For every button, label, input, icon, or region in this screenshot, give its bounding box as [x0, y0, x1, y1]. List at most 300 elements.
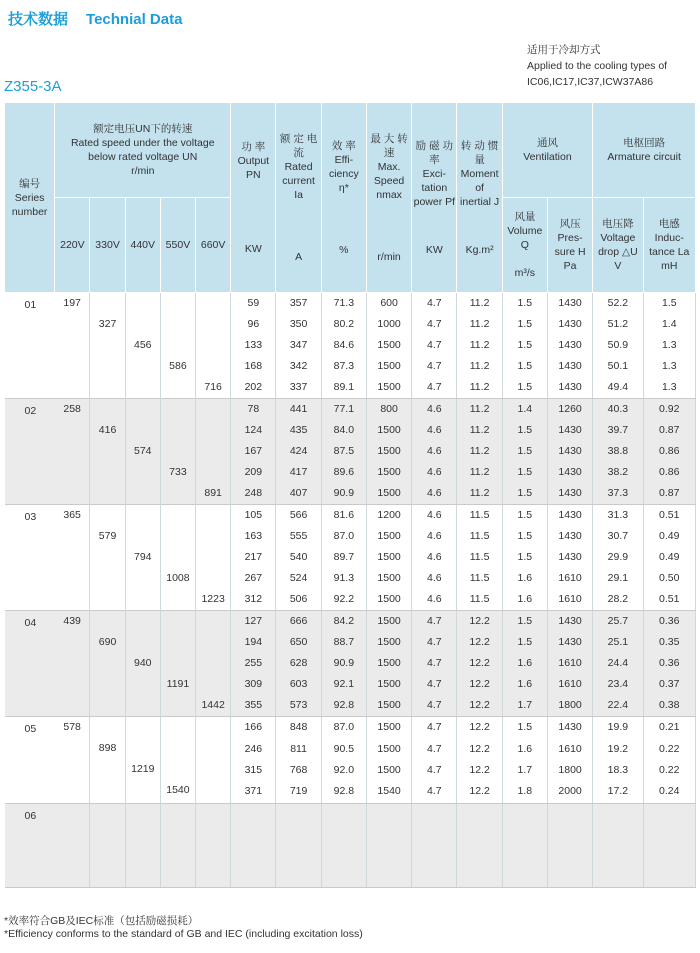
table-cell: 1.3 — [643, 377, 696, 399]
table-cell: 12.2 — [457, 760, 502, 781]
table-cell: 4.7 — [412, 674, 457, 695]
header-excitation: 励 磁 功 率 Exci-tation power Pf KW — [412, 103, 457, 293]
header-output: 功 率 Output PN KW — [231, 103, 276, 293]
table-cell: 0.35 — [643, 632, 696, 653]
table-cell: 1.5 — [502, 314, 547, 335]
table-cell: 0.36 — [643, 653, 696, 674]
table-cell: 133 — [231, 335, 276, 356]
table-cell: 87.0 — [321, 717, 366, 739]
table-cell: 78 — [231, 399, 276, 421]
rated-speed-cell — [160, 399, 195, 505]
spec-table — [4, 102, 696, 888]
table-cell: 1500 — [366, 695, 411, 717]
table-cell: 0.92 — [643, 399, 696, 421]
header-volume: 风量 Volume Q m³/s — [502, 198, 547, 293]
table-cell: 0.86 — [643, 441, 696, 462]
header-voltage-220: 220V — [55, 198, 90, 293]
header-pressure: 风压 Pres-sure H Pa — [547, 198, 592, 293]
rated-speed-value: 1008 — [166, 572, 190, 584]
header-inertia: 转 动 惯 量 Moment of inertial J Kg.m² — [457, 103, 502, 293]
rated-speed-value: 578 — [63, 721, 81, 733]
table-cell: 1.5 — [502, 547, 547, 568]
table-cell: 1.5 — [502, 632, 547, 653]
empty-cell — [276, 804, 321, 888]
table-cell: 4.7 — [412, 293, 457, 315]
table-cell: 105 — [231, 505, 276, 527]
table-cell: 4.6 — [412, 420, 457, 441]
empty-cell — [457, 804, 502, 888]
table-cell: 1610 — [547, 568, 592, 589]
table-cell: 4.7 — [412, 356, 457, 377]
table-cell: 1.7 — [502, 695, 547, 717]
table-cell: 1430 — [547, 441, 592, 462]
rated-speed-value: 794 — [133, 551, 152, 563]
table-cell: 90.9 — [321, 653, 366, 674]
table-row — [5, 717, 696, 739]
table-cell: 0.87 — [643, 420, 696, 441]
footnote-en: *Efficiency conforms to the standard of GB and IEC (including excitation loss) — [4, 928, 363, 940]
table-cell: 4.6 — [412, 589, 457, 611]
empty-cell — [55, 804, 90, 888]
header-voltage-550: 550V — [160, 198, 195, 293]
table-cell: 0.22 — [643, 760, 696, 781]
table-cell: 355 — [231, 695, 276, 717]
table-cell: 87.5 — [321, 441, 366, 462]
table-cell: 51.2 — [593, 314, 643, 335]
table-cell: 371 — [231, 781, 276, 803]
table-cell: 80.2 — [321, 314, 366, 335]
table-cell: 1.7 — [502, 760, 547, 781]
table-cell: 1.5 — [502, 483, 547, 505]
table-cell: 1500 — [366, 526, 411, 547]
table-cell: 1430 — [547, 632, 592, 653]
table-cell: 12.2 — [457, 674, 502, 695]
table-cell: 0.21 — [643, 717, 696, 739]
table-cell: 666 — [276, 611, 321, 633]
table-cell: 350 — [276, 314, 321, 335]
table-cell: 4.7 — [412, 314, 457, 335]
table-cell: 1540 — [366, 781, 411, 803]
spec-body — [5, 293, 696, 888]
rated-speed-value: 258 — [63, 403, 81, 415]
table-cell: 28.2 — [593, 589, 643, 611]
rated-speed-value: 439 — [63, 615, 81, 627]
table-cell: 92.0 — [321, 760, 366, 781]
table-cell: 77.1 — [321, 399, 366, 421]
table-cell: 1.6 — [502, 674, 547, 695]
table-cell: 1430 — [547, 611, 592, 633]
table-cell: 11.5 — [457, 526, 502, 547]
table-cell: 89.1 — [321, 377, 366, 399]
series-id: 03 — [5, 505, 55, 611]
table-cell: 11.2 — [457, 483, 502, 505]
table-cell: 1430 — [547, 293, 592, 315]
table-cell: 417 — [276, 462, 321, 483]
table-cell: 1.6 — [502, 568, 547, 589]
table-cell: 1500 — [366, 547, 411, 568]
table-cell: 312 — [231, 589, 276, 611]
table-cell: 84.0 — [321, 420, 366, 441]
table-cell: 11.2 — [457, 441, 502, 462]
table-cell: 4.6 — [412, 547, 457, 568]
table-cell: 1.4 — [502, 399, 547, 421]
table-cell: 1500 — [366, 377, 411, 399]
rated-speed-cell — [55, 505, 90, 611]
header-efficiency: 效 率 Effi-ciency η* % — [321, 103, 366, 293]
table-cell: 848 — [276, 717, 321, 739]
table-cell: 31.3 — [593, 505, 643, 527]
rated-speed-value: 365 — [63, 509, 81, 521]
table-cell: 11.2 — [457, 399, 502, 421]
table-cell: 209 — [231, 462, 276, 483]
table-cell: 1500 — [366, 335, 411, 356]
series-id: 01 — [5, 293, 55, 399]
table-row — [5, 399, 696, 421]
table-cell: 0.37 — [643, 674, 696, 695]
footnote-cn: *效率符合GB及IEC标准（包括励磁损耗） — [4, 915, 199, 927]
rated-speed-cell — [55, 717, 90, 804]
rated-speed-value: 1442 — [201, 699, 225, 711]
table-cell: 1.5 — [502, 505, 547, 527]
table-cell: 1430 — [547, 420, 592, 441]
table-cell: 50.9 — [593, 335, 643, 356]
table-cell: 811 — [276, 739, 321, 760]
header-inductance: 电感 Induc-tance La mH — [643, 198, 696, 293]
empty-cell — [90, 804, 125, 888]
empty-cell — [412, 804, 457, 888]
table-cell: 1.5 — [643, 293, 696, 315]
rated-speed-value: 733 — [169, 466, 187, 478]
table-cell: 59 — [231, 293, 276, 315]
rated-speed-cell — [196, 611, 231, 717]
table-cell: 1.5 — [502, 356, 547, 377]
series-id: 06 — [5, 804, 55, 888]
rated-speed-value: 579 — [98, 530, 117, 542]
header-current: 额 定 电 流 Rated current Ia A — [276, 103, 321, 293]
rated-speed-value: 586 — [169, 360, 187, 372]
rated-speed-value: 416 — [98, 424, 117, 436]
table-cell: 1500 — [366, 611, 411, 633]
table-cell: 92.8 — [321, 695, 366, 717]
table-cell: 87.3 — [321, 356, 366, 377]
table-cell: 96 — [231, 314, 276, 335]
table-cell: 11.2 — [457, 293, 502, 315]
rated-speed-cell — [55, 611, 90, 717]
empty-cell — [196, 804, 231, 888]
empty-cell — [231, 804, 276, 888]
table-cell: 1.6 — [502, 739, 547, 760]
table-cell: 1260 — [547, 399, 592, 421]
model-label: Z355-3A — [4, 78, 62, 95]
empty-cell — [643, 804, 696, 888]
table-cell: 39.7 — [593, 420, 643, 441]
table-cell: 342 — [276, 356, 321, 377]
table-cell: 4.7 — [412, 717, 457, 739]
table-cell: 168 — [231, 356, 276, 377]
table-cell: 1.3 — [643, 335, 696, 356]
table-cell: 0.51 — [643, 505, 696, 527]
table-cell: 1500 — [366, 356, 411, 377]
table-cell: 12.2 — [457, 695, 502, 717]
empty-cell — [321, 804, 366, 888]
table-cell: 12.2 — [457, 781, 502, 803]
table-cell: 4.6 — [412, 526, 457, 547]
table-cell: 0.87 — [643, 483, 696, 505]
table-cell: 573 — [276, 695, 321, 717]
table-cell: 1.5 — [502, 377, 547, 399]
rated-speed-cell — [196, 505, 231, 611]
table-cell: 267 — [231, 568, 276, 589]
table-cell: 1610 — [547, 739, 592, 760]
table-cell: 357 — [276, 293, 321, 315]
table-cell: 0.38 — [643, 695, 696, 717]
table-cell: 1500 — [366, 589, 411, 611]
header-voltage-440: 440V — [125, 198, 160, 293]
table-cell: 38.8 — [593, 441, 643, 462]
table-cell: 87.0 — [321, 526, 366, 547]
applied-cn: 适用于冷却方式 — [527, 44, 601, 56]
rated-speed-cell — [196, 399, 231, 505]
table-cell: 202 — [231, 377, 276, 399]
table-cell: 1610 — [547, 674, 592, 695]
table-cell: 1.5 — [502, 420, 547, 441]
rated-speed-cell — [196, 717, 231, 804]
rated-speed-cell — [160, 717, 195, 804]
table-cell: 246 — [231, 739, 276, 760]
table-cell: 92.2 — [321, 589, 366, 611]
rated-speed-value: 1540 — [166, 784, 190, 796]
table-cell: 347 — [276, 335, 321, 356]
table-cell: 555 — [276, 526, 321, 547]
table-cell: 1430 — [547, 717, 592, 739]
rated-speed-cell — [160, 505, 195, 611]
rated-speed-cell — [90, 293, 125, 399]
page-title — [8, 8, 182, 29]
cooling-types-note — [527, 42, 667, 90]
table-cell: 1800 — [547, 695, 592, 717]
table-cell: 88.7 — [321, 632, 366, 653]
applied-types: IC06,IC17,IC37,ICW37A86 — [527, 76, 654, 88]
table-cell: 29.9 — [593, 547, 643, 568]
table-cell: 4.6 — [412, 483, 457, 505]
rated-speed-cell — [90, 717, 125, 804]
table-cell: 407 — [276, 483, 321, 505]
rated-speed-value: 891 — [204, 487, 222, 499]
table-row — [5, 505, 696, 527]
table-cell: 4.6 — [412, 399, 457, 421]
table-cell: 90.5 — [321, 739, 366, 760]
table-cell: 89.7 — [321, 547, 366, 568]
table-cell: 127 — [231, 611, 276, 633]
table-cell: 1430 — [547, 505, 592, 527]
table-cell: 1500 — [366, 739, 411, 760]
table-cell: 1610 — [547, 653, 592, 674]
empty-cell — [547, 804, 592, 888]
rated-speed-cell — [125, 717, 160, 804]
table-cell: 540 — [276, 547, 321, 568]
table-cell: 628 — [276, 653, 321, 674]
table-cell: 1.5 — [502, 293, 547, 315]
series-id: 04 — [5, 611, 55, 717]
table-cell: 768 — [276, 760, 321, 781]
rated-speed-value: 716 — [204, 381, 222, 393]
rated-speed-cell — [125, 399, 160, 505]
table-cell: 1500 — [366, 568, 411, 589]
table-cell: 1800 — [547, 760, 592, 781]
table-cell: 1500 — [366, 717, 411, 739]
table-cell: 52.2 — [593, 293, 643, 315]
table-cell: 0.22 — [643, 739, 696, 760]
table-cell: 11.2 — [457, 420, 502, 441]
table-cell: 1500 — [366, 420, 411, 441]
table-cell: 1.8 — [502, 781, 547, 803]
table-cell: 71.3 — [321, 293, 366, 315]
table-cell: 92.1 — [321, 674, 366, 695]
table-cell: 800 — [366, 399, 411, 421]
table-cell: 1500 — [366, 632, 411, 653]
table-cell: 566 — [276, 505, 321, 527]
table-cell: 84.2 — [321, 611, 366, 633]
table-cell: 37.3 — [593, 483, 643, 505]
table-cell: 1430 — [547, 547, 592, 568]
series-id: 02 — [5, 399, 55, 505]
table-cell: 1430 — [547, 314, 592, 335]
table-cell: 1.3 — [643, 356, 696, 377]
table-cell: 1.5 — [502, 441, 547, 462]
table-cell: 1500 — [366, 760, 411, 781]
empty-cell — [502, 804, 547, 888]
table-cell: 92.8 — [321, 781, 366, 803]
table-cell: 0.49 — [643, 547, 696, 568]
rated-speed-cell — [125, 505, 160, 611]
table-cell: 0.86 — [643, 462, 696, 483]
table-cell: 4.7 — [412, 739, 457, 760]
rated-speed-cell — [125, 611, 160, 717]
table-cell: 40.3 — [593, 399, 643, 421]
rated-speed-value: 940 — [133, 657, 152, 669]
table-cell: 337 — [276, 377, 321, 399]
header-voltage-330: 330V — [90, 198, 125, 293]
table-cell: 25.7 — [593, 611, 643, 633]
table-cell: 167 — [231, 441, 276, 462]
table-cell: 435 — [276, 420, 321, 441]
rated-speed-value: 690 — [98, 636, 117, 648]
table-cell: 11.5 — [457, 568, 502, 589]
table-cell: 1500 — [366, 483, 411, 505]
table-cell: 1430 — [547, 335, 592, 356]
table-cell: 1430 — [547, 526, 592, 547]
table-cell: 11.5 — [457, 589, 502, 611]
table-cell: 166 — [231, 717, 276, 739]
table-cell: 81.6 — [321, 505, 366, 527]
table-cell: 4.6 — [412, 462, 457, 483]
table-cell: 603 — [276, 674, 321, 695]
table-cell: 1.6 — [502, 589, 547, 611]
table-cell: 4.7 — [412, 377, 457, 399]
rated-speed-cell — [90, 399, 125, 505]
table-cell: 19.9 — [593, 717, 643, 739]
rated-speed-value: 898 — [98, 742, 117, 754]
table-cell: 719 — [276, 781, 321, 803]
table-cell: 84.6 — [321, 335, 366, 356]
table-cell: 90.9 — [321, 483, 366, 505]
title-en: Technial Data — [86, 11, 183, 28]
table-cell: 11.2 — [457, 377, 502, 399]
table-cell: 4.7 — [412, 335, 457, 356]
empty-cell — [160, 804, 195, 888]
rated-speed-value: 574 — [133, 445, 152, 457]
table-cell: 11.2 — [457, 335, 502, 356]
table-cell: 50.1 — [593, 356, 643, 377]
table-cell: 29.1 — [593, 568, 643, 589]
table-cell: 49.4 — [593, 377, 643, 399]
table-cell: 1200 — [366, 505, 411, 527]
rated-speed-cell — [160, 293, 195, 399]
table-cell: 4.7 — [412, 611, 457, 633]
table-cell: 4.6 — [412, 568, 457, 589]
table-cell: 1500 — [366, 674, 411, 695]
table-cell: 12.2 — [457, 653, 502, 674]
table-row — [5, 611, 696, 633]
rated-speed-cell — [55, 399, 90, 505]
table-cell: 4.7 — [412, 781, 457, 803]
rated-speed-value: 1223 — [201, 593, 225, 605]
rated-speed-value: 456 — [133, 339, 152, 351]
table-cell: 124 — [231, 420, 276, 441]
table-cell: 4.6 — [412, 441, 457, 462]
rated-speed-value: 1219 — [131, 763, 155, 775]
table-cell: 524 — [276, 568, 321, 589]
table-cell: 0.50 — [643, 568, 696, 589]
table-cell: 600 — [366, 293, 411, 315]
table-cell: 12.2 — [457, 611, 502, 633]
table-cell: 1.5 — [502, 611, 547, 633]
table-cell: 424 — [276, 441, 321, 462]
header-armature: 电枢回路 Armature circuit — [593, 103, 696, 198]
table-cell: 11.5 — [457, 505, 502, 527]
table-cell: 11.2 — [457, 462, 502, 483]
table-cell: 194 — [231, 632, 276, 653]
header-series: 编号 Series number — [5, 103, 55, 293]
table-cell: 4.7 — [412, 760, 457, 781]
table-cell: 17.2 — [593, 781, 643, 803]
table-cell: 91.3 — [321, 568, 366, 589]
table-cell: 2000 — [547, 781, 592, 803]
table-cell: 12.2 — [457, 717, 502, 739]
table-cell: 11.5 — [457, 547, 502, 568]
table-cell: 22.4 — [593, 695, 643, 717]
table-cell: 1430 — [547, 356, 592, 377]
table-cell: 0.36 — [643, 611, 696, 633]
table-cell: 23.4 — [593, 674, 643, 695]
empty-cell — [125, 804, 160, 888]
table-cell: 4.7 — [412, 632, 457, 653]
table-cell: 11.2 — [457, 356, 502, 377]
table-row — [5, 804, 696, 888]
rated-speed-cell — [90, 505, 125, 611]
table-cell: 1.4 — [643, 314, 696, 335]
table-cell: 18.3 — [593, 760, 643, 781]
rated-speed-value: 197 — [63, 297, 81, 309]
table-cell: 163 — [231, 526, 276, 547]
table-cell: 0.51 — [643, 589, 696, 611]
empty-cell — [366, 804, 411, 888]
table-cell: 1500 — [366, 441, 411, 462]
header-voltage-660: 660V — [196, 198, 231, 293]
table-cell: 19.2 — [593, 739, 643, 760]
table-cell: 12.2 — [457, 739, 502, 760]
header-rated-speed: 额定电压UN下的转速 Rated speed under the voltage below rated voltage UN r/min — [55, 103, 231, 198]
